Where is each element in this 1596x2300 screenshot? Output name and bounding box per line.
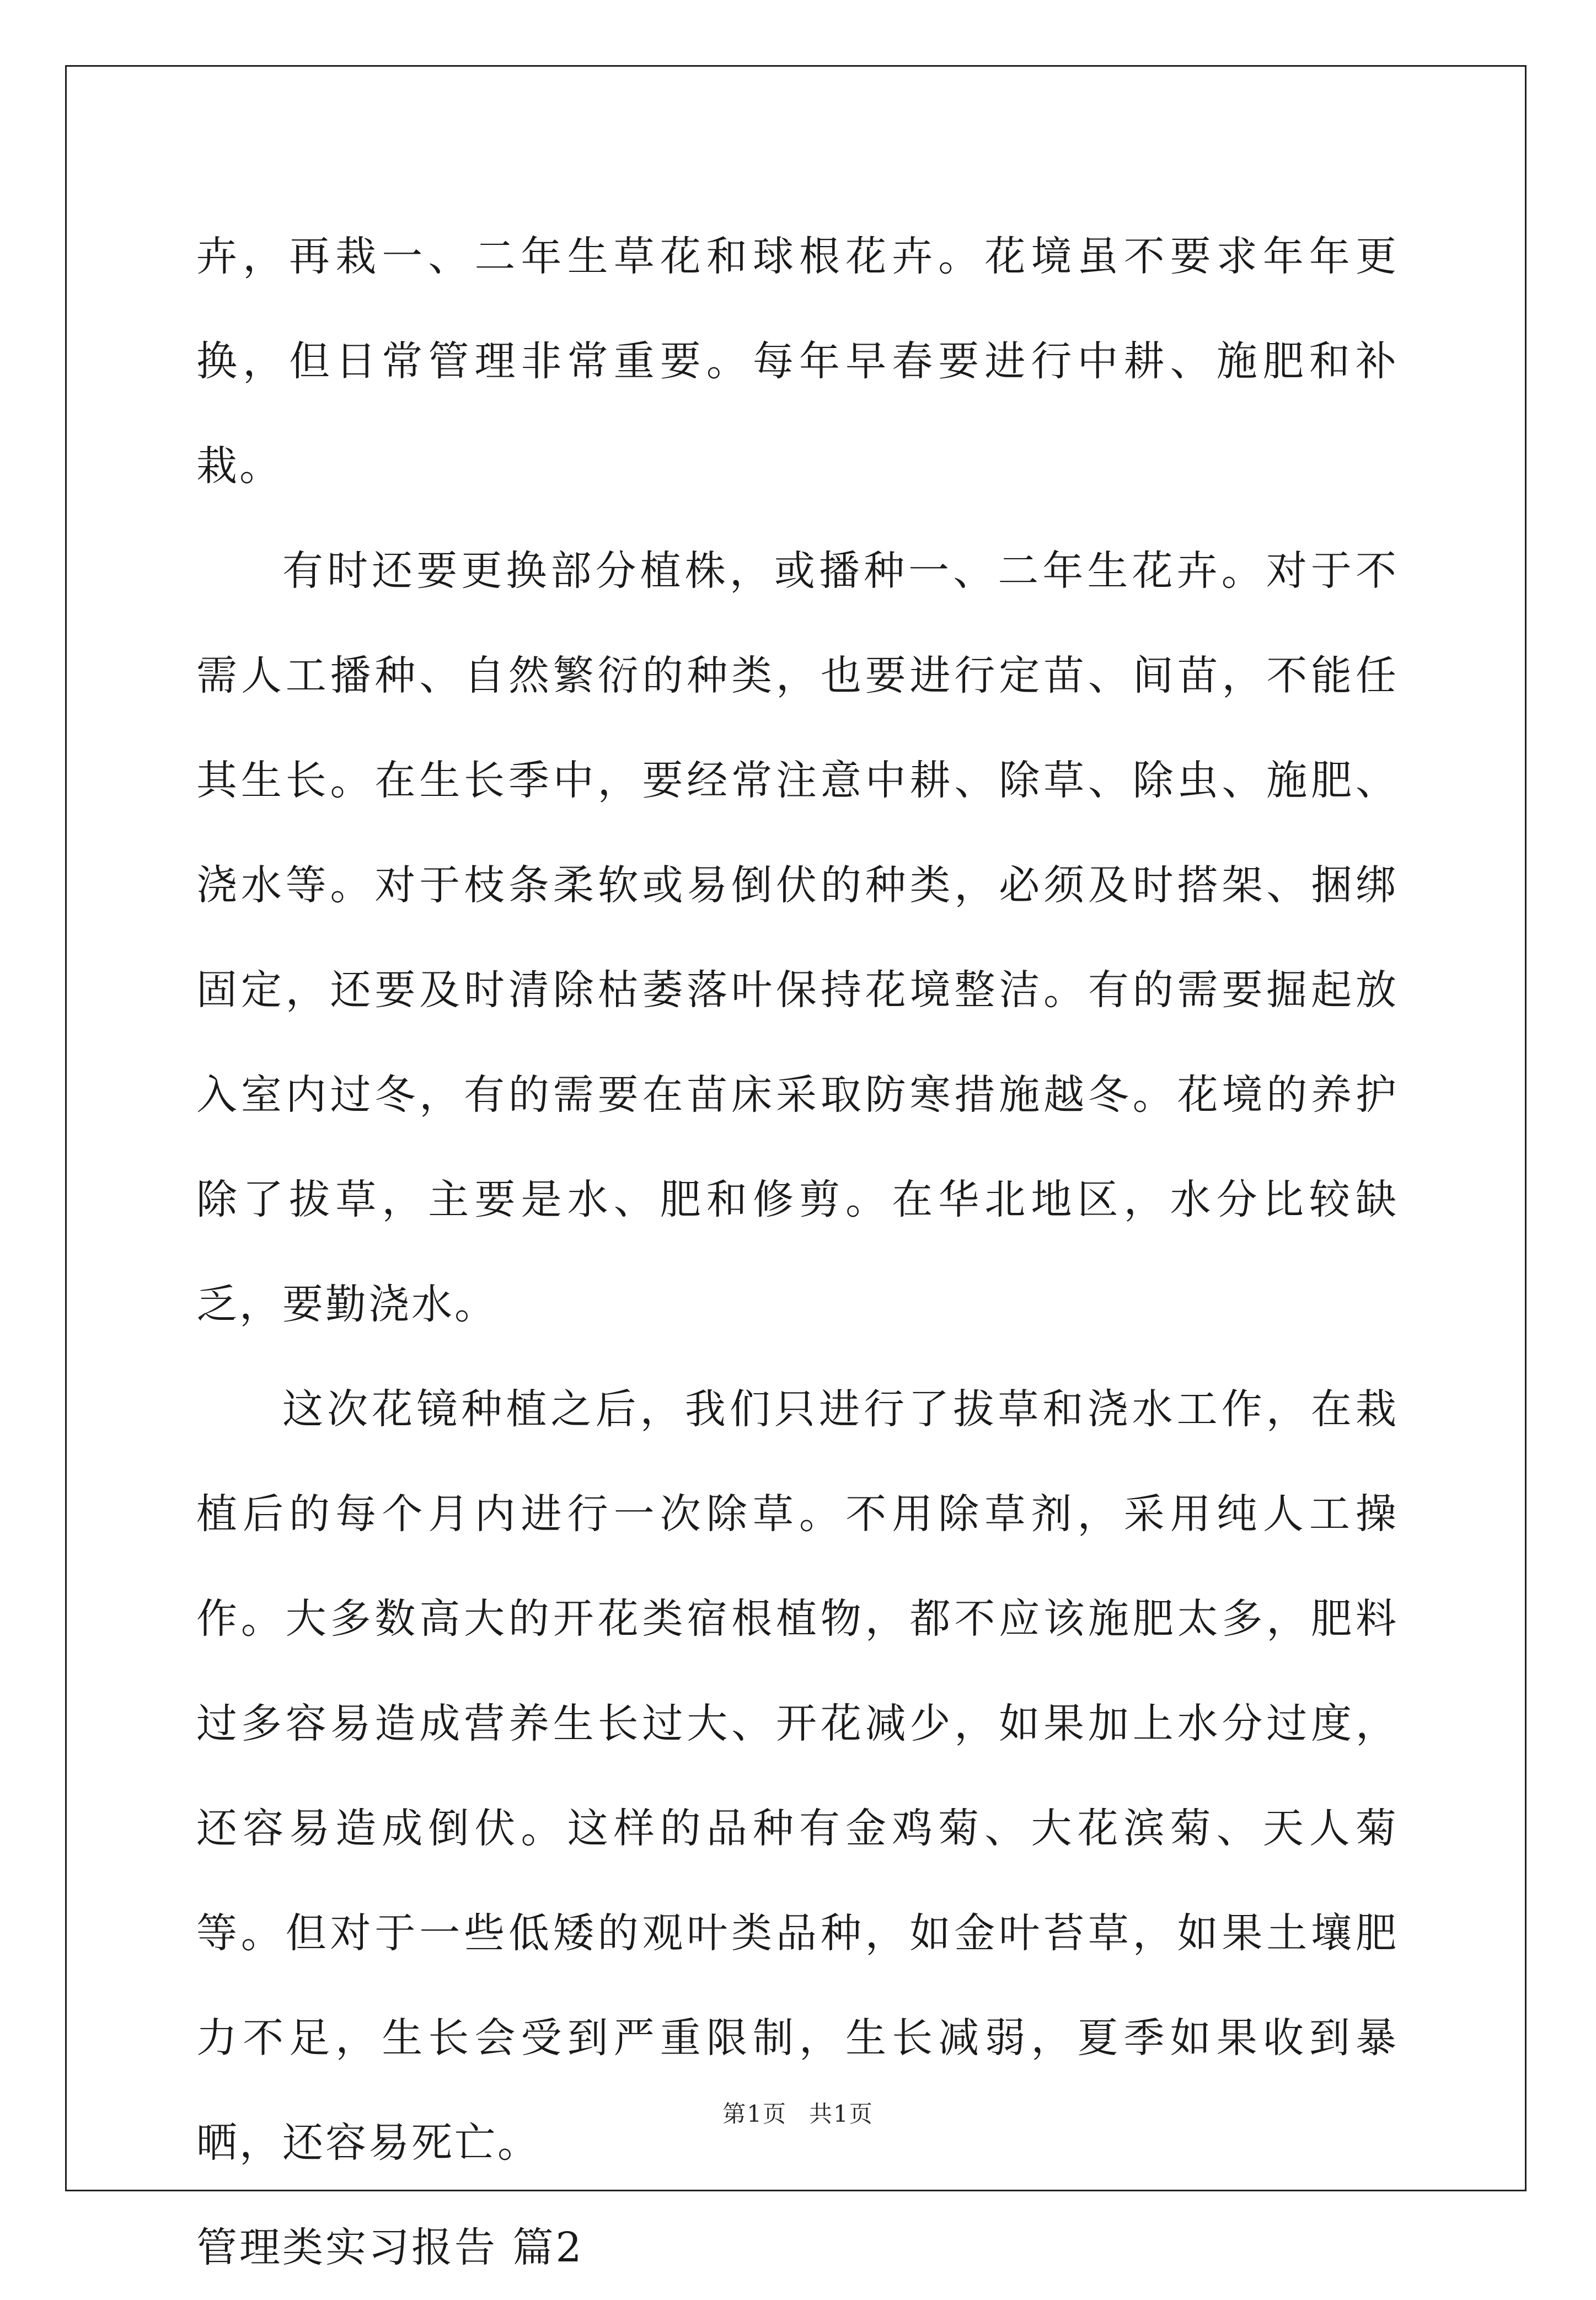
page-total: 共1页 (809, 2100, 874, 2127)
document-body (196, 204, 1399, 2300)
page-number: 第1页 (722, 2100, 787, 2127)
paragraph-1: 卉，再栽一、二年生草花和球根花卉。花境虽不要求年年更换，但日常管理非常重要。每年早春要进行中耕、施肥和补栽。 (196, 233, 1399, 490)
page-footer (0, 2096, 1596, 2129)
paragraph-3: 这次花镜种植之后，我们只进行了拔草和浇水工作，在栽植后的每个月内进行一次除草。不用除草剂，采用纯人工操作。大多数高大的开花类宿根植物，都不应该施肥太多，肥料过多容易造成营养生长过大、开花减少，如果加上水分过度，还容易造成倒伏。这样的品种有金鸡菊、大花滨菊、天人菊等。但对于一些低矮的观叶类品种，如金叶苔草，如果土壤肥力不足，生长会受到严重限制，生长减弱，夏季如果收到暴晒，还容易死亡。 (196, 1386, 1399, 2167)
paragraph-2: 有时还要更换部分植株，或播种一、二年生花卉。对于不需人工播种、自然繁衍的种类，也要进行定苗、间苗，不能任其生长。在生长季中，要经常注意中耕、除草、除虫、施肥、浇水等。对于枝条柔软或易倒伏的种类，必须及时搭架、捆绑固定，还要及时清除枯萎落叶保持花境整洁。有的需要掘起放入室内过冬，有的需要在苗床采取防寒措施越冬。花境的养护除了拔草，主要是水、肥和修剪。在华北地区，水分比较缺乏，要勤浇水。 (196, 547, 1399, 1328)
section-heading: 管理类实习报告 篇2 (196, 2224, 584, 2271)
